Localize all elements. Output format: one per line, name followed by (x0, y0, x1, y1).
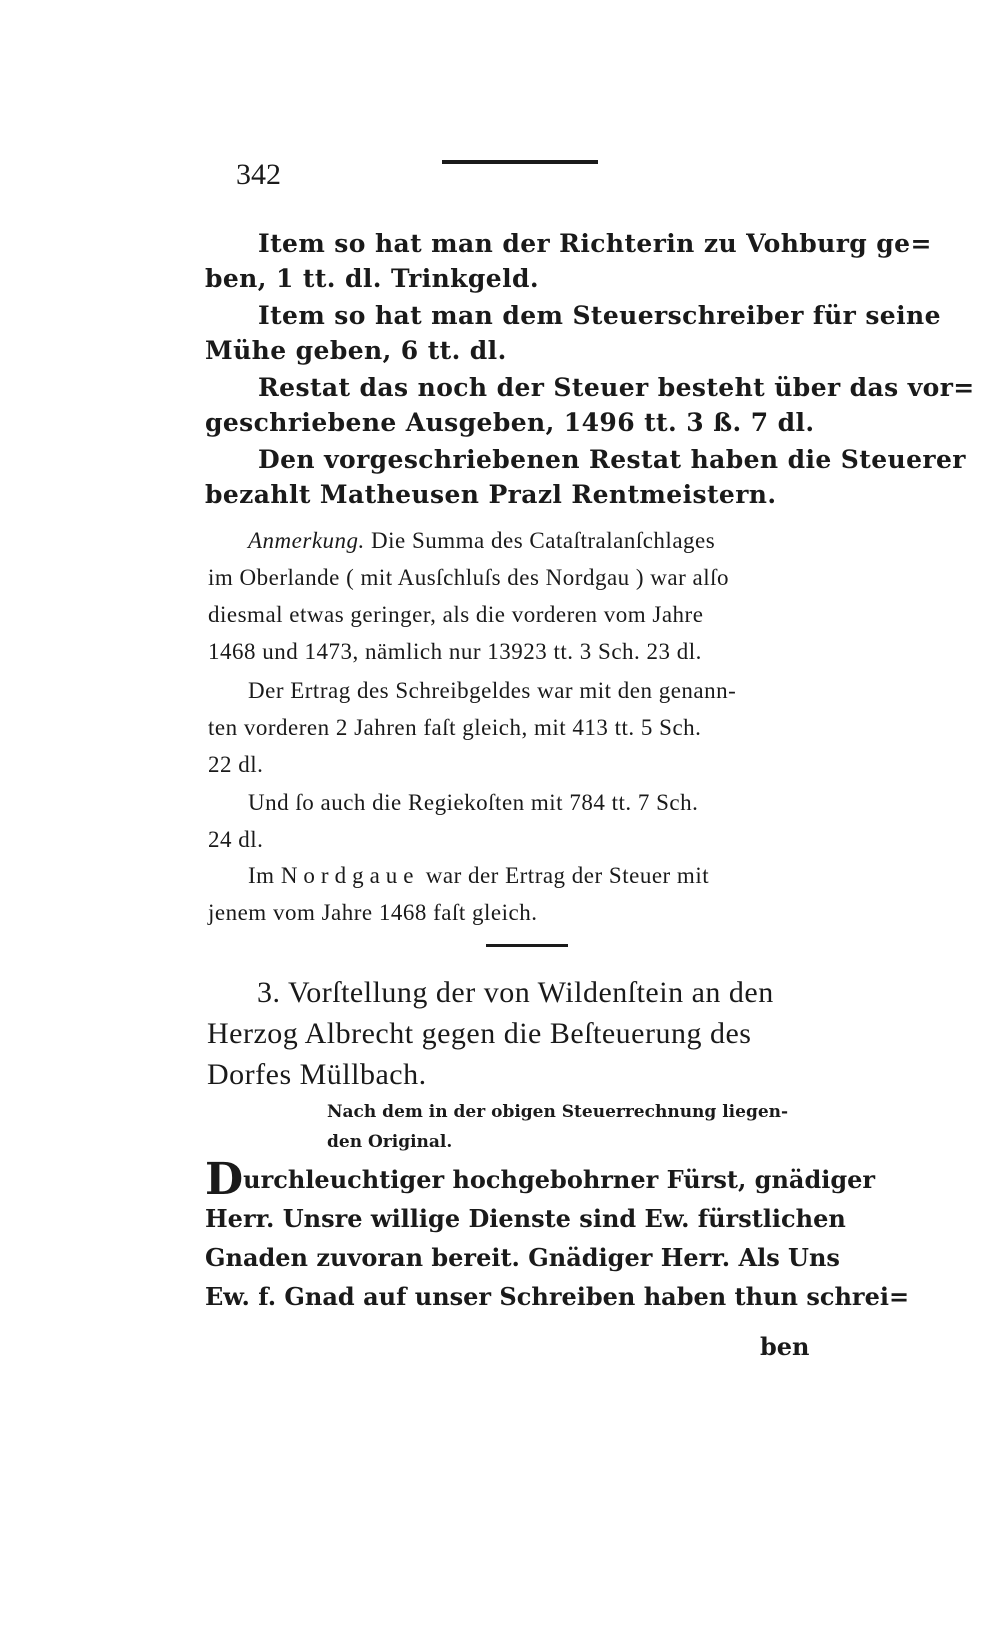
header-rule (442, 160, 598, 164)
text-line: bezahlt Matheusen Prazl Rentmeistern. (205, 480, 777, 509)
annotation-paragraph-4 (208, 857, 838, 931)
text-line: Item so hat man dem Steuerschreiber für seine (258, 301, 941, 330)
letter-line: Herr. Unsre willige Dienste sind Ew. fürstlichen (205, 1204, 846, 1233)
annotation-paragraph-3 (208, 784, 838, 858)
text-line: im Oberlande ( mit Ausſchluſs des Nordgau ) war alſo (208, 565, 730, 590)
text-line: geschriebene Ausgeben, 1496 tt. 3 ß. 7 dl. (205, 408, 815, 437)
entry-restat (205, 370, 975, 440)
text-line: diesmal etwas geringer, als die vorderen vom Jahre (208, 602, 704, 627)
text-line: jenem vom Jahre 1468 faſt gleich. (208, 900, 538, 925)
entry-steuerschreiber (205, 298, 941, 368)
text-line: Im Nordgaue war der Ertrag der Steuer mit (248, 863, 710, 888)
spaced-word: Nordgaue (280, 863, 420, 888)
text-line: ten vorderen 2 Jahren faſt gleich, mit 413 tt. 5 Sch. (208, 715, 702, 740)
annotation-paragraph-2 (208, 672, 838, 783)
text-line: 22 dl. (208, 752, 264, 777)
source-note (327, 1097, 847, 1157)
text-line: Und ſo auch die Regiekoſten mit 784 tt. 7 Sch. (248, 790, 699, 815)
annotation-paragraph-1 (208, 522, 838, 670)
entry-bezahlt (205, 442, 966, 512)
text-line: 1468 und 1473, nämlich nur 13923 tt. 3 Sch. 23 dl. (208, 639, 702, 664)
text-line: Restat das noch der Steuer besteht über das vor= (258, 373, 975, 402)
text-line: 24 dl. (208, 827, 264, 852)
drop-cap: D (205, 1154, 244, 1205)
text-line: ben, 1 tt. dl. Trinkgeld. (205, 264, 539, 293)
heading-line: Dorfes Müllbach. (207, 1058, 427, 1091)
note-line: Nach dem in der obigen Steuerrechnung liegen- (327, 1102, 789, 1122)
text-line: Item so hat man der Richterin zu Vohburg ge= (258, 229, 932, 258)
text-line: Den vorgeschriebenen Restat haben die Steuerer (258, 445, 966, 474)
annotation-text: Die Summa des Cataſtralanſchlages (364, 528, 716, 553)
catchword: ben (760, 1332, 810, 1361)
text-line: Der Ertrag des Schreibgeldes war mit den genann- (248, 678, 737, 703)
entry-richterin (205, 226, 932, 296)
letter-line: Durchleuchtiger hochgebohrner Fürst, gnädiger (205, 1154, 876, 1205)
annotation-label: Anmerkung. (248, 528, 365, 553)
letter-line: Ew. f. Gnad auf unser Schreiben haben thun schrei= (205, 1282, 910, 1311)
section-rule (486, 944, 568, 947)
text-line (208, 522, 838, 559)
heading-line: 3. Vorſtellung der von Wildenſtein an den (257, 976, 774, 1009)
page-number: 342 (236, 158, 281, 191)
letter-text (205, 1154, 910, 1316)
note-line: den Original. (327, 1132, 453, 1152)
heading-line: Herzog Albrecht gegen die Beſteuerung des (207, 1017, 752, 1050)
section-heading (207, 972, 837, 1095)
text-line: Mühe geben, 6 tt. dl. (205, 336, 507, 365)
letter-line: Gnaden zuvoran bereit. Gnädiger Herr. Als Uns (205, 1243, 840, 1272)
